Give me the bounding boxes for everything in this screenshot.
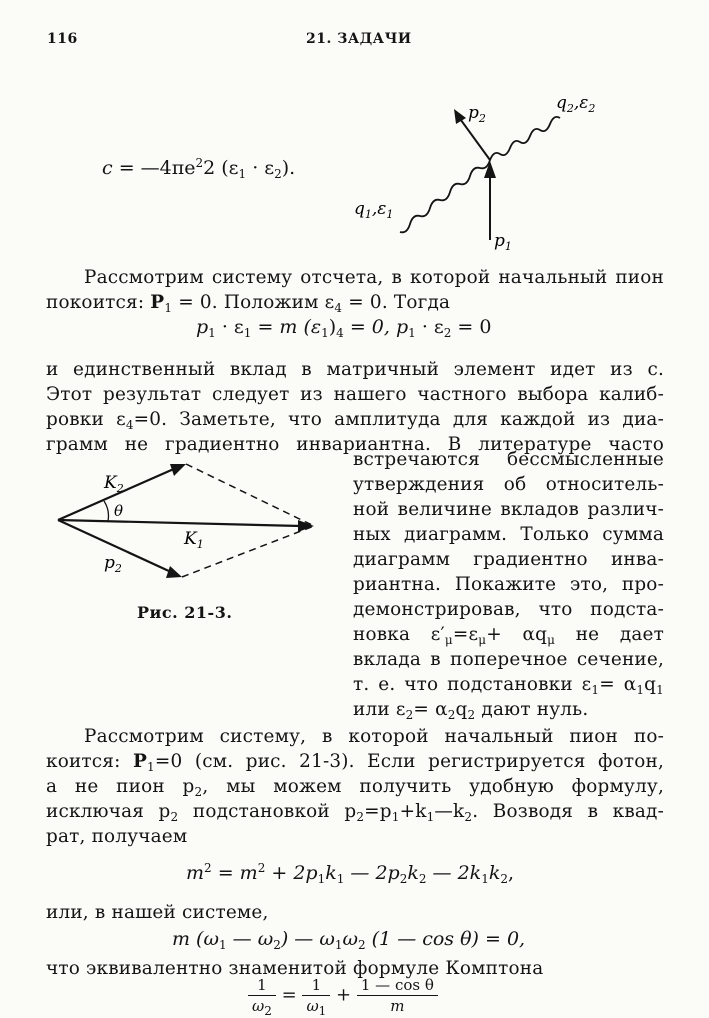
p2-arrowhead (166, 566, 182, 578)
para-4-line-1: Рассмотрим систему, в которой начальный пион по- (84, 726, 664, 747)
equation-mass-squared: $m^2 = m^2 + 2p_1k_1$ — $2p_2k_2$ — $2k_1k_2$, (186, 861, 515, 886)
q2-photon-line (490, 117, 560, 160)
p2-arrowhead (454, 109, 466, 124)
fraction-cos-over-m: $\frac{\text{1 — cos θ}}{m}$ (357, 976, 438, 1015)
para-1-line-1: Рассмотрим систему отсчета, в которой начальный пион (84, 267, 664, 288)
equation-compton: $\frac{1}{\omega_2}$ = $\frac{1}{\omega_1}$ + $\frac{\text{1 — cos θ}}{m}$ (248, 976, 438, 1015)
figure-caption: Рис. 21-3. (137, 603, 233, 622)
p1-arrowhead (484, 161, 496, 178)
label-theta: θ (114, 502, 124, 520)
para-3-line-2: утверждения об относитель- (353, 474, 664, 495)
q1-photon-line (400, 160, 490, 232)
k2-arrowhead (170, 464, 186, 476)
para-3-line-7: демонстрировав, что подста- (353, 599, 664, 620)
fraction-1-over-omega1: $\frac{1}{\omega_1}$ (302, 976, 330, 1015)
para-3-line-5: диаграмм градиентно инва- (353, 549, 664, 570)
theta-arc (104, 501, 109, 521)
para-2-line-4: грамм не градиентно инвариантна. В литературе часто (46, 434, 664, 455)
para-2-line-2: Этот результат следует из нашего частного выбора калиб- (46, 384, 664, 405)
k1-line (58, 520, 301, 526)
para-3-line-6: риантна. Покажите это, про- (353, 574, 664, 595)
para-3-line-1: встречаются бессмысленные (353, 449, 664, 470)
equation-omega: m ($\omega_1$ — $\omega_2$) — $\omega_1\omega_2$ (1 — cos θ) = 0, (172, 928, 526, 952)
running-title: 21. ЗАДАЧИ (306, 31, 412, 47)
page-number: 116 (47, 31, 78, 47)
para-2-line-3: ровки $\varepsilon_4=0$. Заметьте, что амплитуда для каждой из диа- (46, 409, 664, 432)
para-3-line-4: ных диаграмм. Только сумма (353, 524, 664, 545)
para-4-line-2: коится: $P_1=0$ (см. рис. 21-3). Если регистрируется фотон, (46, 751, 664, 774)
label-q2-e2: $q_2,\varepsilon_2$ (556, 93, 596, 115)
label-p1: $p_1$ (494, 231, 512, 253)
para-4-line-5: рат, получаем (46, 826, 188, 847)
para-6-line-1: что эквивалентно знаменитой формуле Комптона (46, 958, 544, 979)
label-q1-e1: $q_1,\varepsilon_1$ (354, 199, 394, 221)
equation-p1-eps: $p_1 \cdot \varepsilon_1 = m$ $(\varepsilon_1)_4 = 0$, $p_1 \cdot \varepsilon_2 = 0$ (196, 316, 492, 340)
label-k2: $K_2$ (104, 473, 124, 495)
para-3-line-9: вклада в поперечное сечение, (353, 649, 664, 670)
dashed-lower (182, 526, 314, 577)
vector-diagram (46, 454, 331, 594)
label-p2: $p_2$ (468, 103, 486, 125)
para-5-line-1: или, в нашей системе, (46, 902, 269, 923)
label-p2: $p_2$ (104, 553, 122, 575)
fraction-1-over-omega2: $\frac{1}{\omega_2}$ (248, 976, 276, 1015)
label-k1: $K_1$ (184, 529, 204, 551)
para-1-line-2: покоится: $P_1 = 0$. Положим $\varepsilon_4 = 0$. Тогда (46, 292, 451, 315)
para-3-line-11: или $\varepsilon_2= \alpha_2q_2$ дают нуль. (353, 699, 589, 722)
dashed-upper (186, 464, 314, 526)
para-4-line-3: а не пион $p_2$, мы можем получить удобную формулу, (46, 776, 664, 799)
para-4-line-4: исключая $p_2$ подстановкой $p_2=p_1+k_1—k_2$. Возводя в квад- (46, 801, 664, 824)
vertex-diagram (340, 88, 610, 258)
para-3-line-10: т. е. что подстановки $\varepsilon_1= \alpha_1q_1$ (353, 674, 664, 697)
para-2-line-1: и единственный вклад в матричный элемент идет из c. (46, 359, 664, 380)
para-3-line-8: новка $\varepsilon'_\mu=\varepsilon_\mu+ \alpha q_\mu$ не дает (353, 624, 665, 647)
equation-c: $c = —4\pi e^22$ $(\varepsilon_1 \cdot \varepsilon_2)$. (102, 156, 296, 181)
para-3-line-3: ной величине вкладов различ- (353, 499, 664, 520)
